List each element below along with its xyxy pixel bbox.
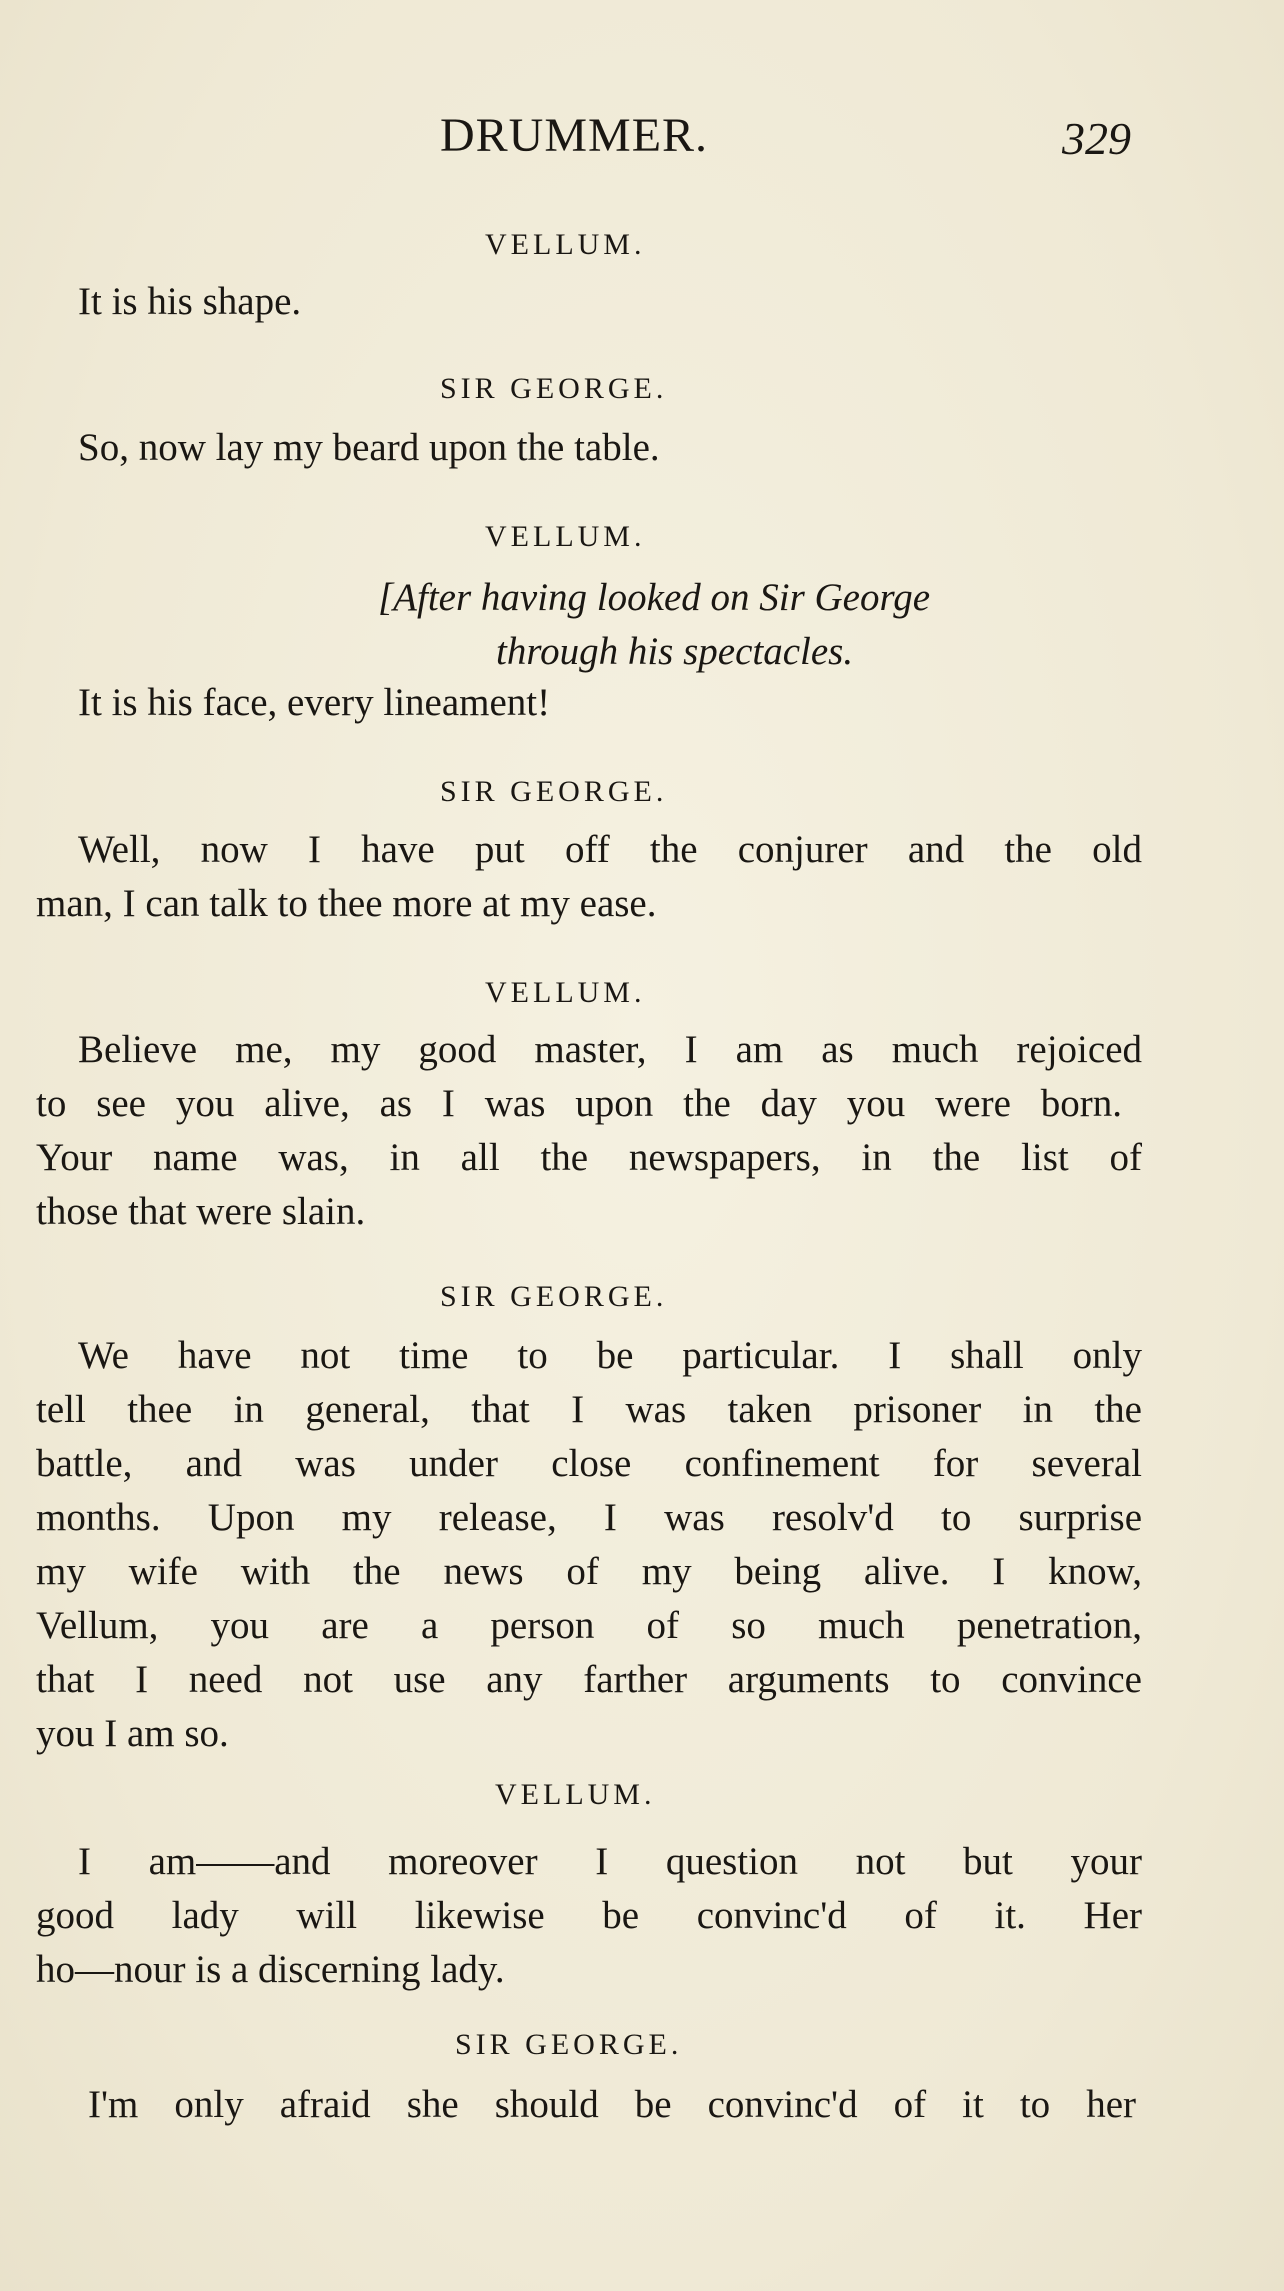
running-head: DRUMMER. — [440, 109, 709, 162]
dialogue-line: ho—nour is a discerning lady. — [36, 1948, 505, 1991]
dialogue-line: those that were slain. — [36, 1190, 366, 1233]
dialogue-line: I am——and moreover I question not but your — [78, 1840, 1142, 1883]
dialogue-line: months. Upon my release, I was resolv'd to surprise — [36, 1496, 1142, 1539]
dialogue-line: man, I can talk to thee more at my ease. — [36, 882, 657, 925]
dialogue-line: to see you alive, as I was upon the day you were born. — [36, 1082, 1122, 1125]
stage-direction: [After having looked on Sir George — [378, 576, 931, 619]
speaker-label: VELLUM. — [485, 976, 646, 1009]
speaker-label: SIR GEORGE. — [440, 372, 668, 405]
dialogue-line: So, now lay my beard upon the table. — [78, 426, 660, 469]
dialogue-line: Vellum, you are a person of so much penetration, — [36, 1604, 1142, 1647]
stage-direction: through his spectacles. — [496, 630, 854, 673]
dialogue-line: battle, and was under close confinement for several — [36, 1442, 1142, 1485]
speaker-label: VELLUM. — [485, 520, 646, 553]
speaker-label: SIR GEORGE. — [440, 1280, 668, 1313]
speaker-label: VELLUM. — [495, 1778, 656, 1811]
dialogue-line: We have not time to be particular. I shall only — [78, 1334, 1142, 1377]
dialogue-line: It is his face, every lineament! — [78, 681, 551, 724]
dialogue-line: that I need not use any farther arguments to convince — [36, 1658, 1142, 1701]
dialogue-line: I'm only afraid she should be convinc'd of it to her — [88, 2083, 1136, 2126]
speaker-label: SIR GEORGE. — [440, 775, 668, 808]
page-number: 329 — [1062, 113, 1131, 164]
speaker-label: SIR GEORGE. — [455, 2028, 683, 2061]
dialogue-line: good lady will likewise be convinc'd of it. Her — [36, 1894, 1142, 1937]
dialogue-line: my wife with the news of my being alive. I know, — [36, 1550, 1142, 1593]
dialogue-line: Well, now I have put off the conjurer and the old — [78, 828, 1142, 871]
dialogue-line: Believe me, my good master, I am as much rejoiced — [78, 1028, 1142, 1071]
dialogue-line: you I am so. — [36, 1712, 229, 1755]
dialogue-line: It is his shape. — [78, 280, 302, 323]
page-header — [0, 108, 1284, 168]
dialogue-line: tell thee in general, that I was taken prisoner in the — [36, 1388, 1142, 1431]
dialogue-line: Your name was, in all the newspapers, in the list of — [36, 1136, 1142, 1179]
speaker-label: VELLUM. — [485, 228, 646, 261]
